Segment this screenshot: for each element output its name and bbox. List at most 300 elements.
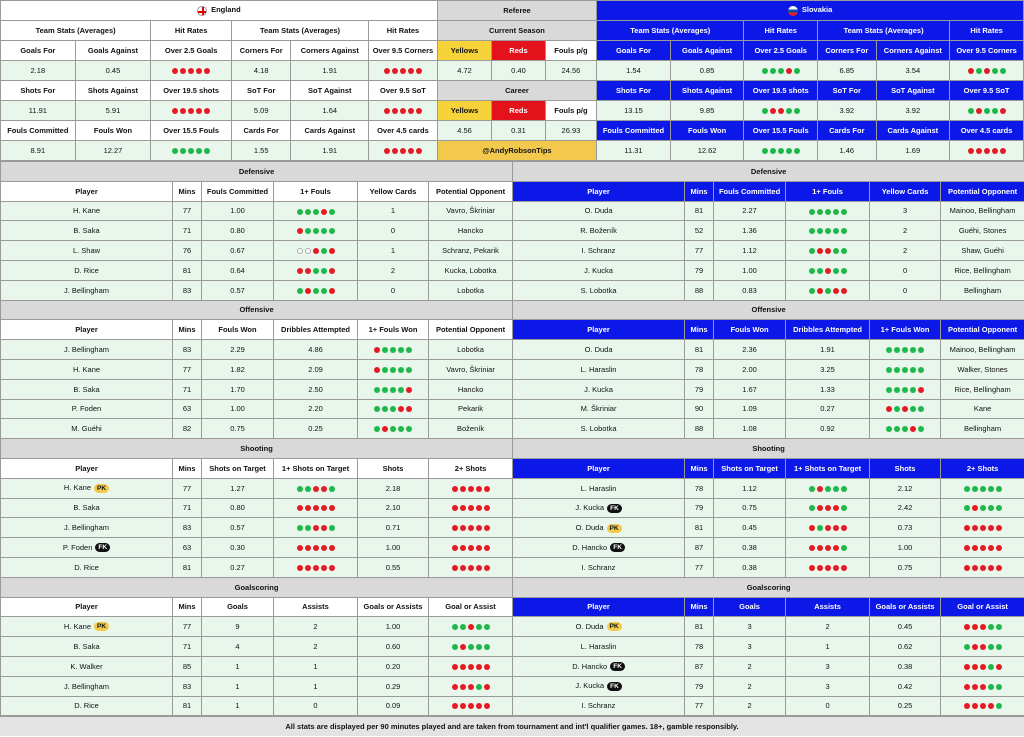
hit-dot (452, 703, 458, 709)
hit-dot (390, 367, 396, 373)
hit-dot (833, 228, 839, 234)
stat-value: Lobotka (429, 340, 513, 360)
stat-value: 81 (685, 340, 714, 360)
hit-rate-dots (809, 268, 847, 274)
pk-taker-badge: PK (607, 524, 622, 533)
hit-dot (778, 148, 784, 154)
section-title: Shooting (1, 439, 513, 459)
hit-dot (460, 505, 466, 511)
stat-value: 2.18 (358, 478, 429, 498)
player-cell (1, 676, 173, 696)
hit-dot (468, 624, 474, 630)
stat-value: 0.62 (870, 637, 941, 657)
hit-dot (794, 148, 800, 154)
column-header: 1+ Fouls (274, 181, 358, 201)
hit-rates-label: Hit Rates (744, 21, 818, 41)
column-header: 1+ Fouls (786, 181, 870, 201)
column-header: Potential Opponent (429, 181, 513, 201)
player-name: J. Kucka (575, 503, 604, 512)
player-name: B. Saka (73, 226, 99, 235)
column-header: Potential Opponent (941, 181, 1024, 201)
hit-rate-dots (384, 108, 422, 114)
stat-value: 9.85 (670, 101, 744, 121)
stat-value: 0.45 (75, 61, 151, 81)
player-name: D. Rice (74, 701, 99, 710)
hit-dot (980, 525, 986, 531)
hit-dot (809, 525, 815, 531)
player-name: P. Foden (63, 543, 92, 552)
hit-dot (468, 525, 474, 531)
hit-dot (817, 228, 823, 234)
hit-dot (382, 347, 388, 353)
hit-rate-cell (358, 359, 429, 379)
hit-rate-dots (964, 525, 1002, 531)
hit-dot (452, 684, 458, 690)
stat-value: 79 (685, 260, 714, 280)
hit-rate-cell (274, 260, 358, 280)
hit-dot (972, 684, 978, 690)
hit-dot (964, 624, 970, 630)
hit-dot (996, 545, 1002, 551)
hit-rate-cell (429, 617, 513, 637)
column-header: Goals (202, 597, 274, 617)
column-header: Goal or Assist (429, 597, 513, 617)
stat-value: 0.57 (202, 518, 274, 538)
hit-dot (910, 406, 916, 412)
hit-rate-cell (744, 141, 818, 161)
hit-dot (964, 684, 970, 690)
hit-dot (902, 367, 908, 373)
stat-value: 52 (685, 221, 714, 241)
hit-dot (984, 148, 990, 154)
stat-value: 81 (685, 617, 714, 637)
referee-value: 24.56 (545, 61, 596, 81)
hit-dot (964, 505, 970, 511)
player-row (1, 201, 1024, 221)
stat-value: 0.80 (202, 498, 274, 518)
hit-dot (484, 565, 490, 571)
hit-rates-label: Hit Rates (369, 21, 438, 41)
hit-rate-cell (358, 379, 429, 399)
hit-rate-dots (964, 565, 1002, 571)
player-cell (1, 221, 173, 241)
hit-dot (452, 486, 458, 492)
hit-dot (476, 624, 482, 630)
hit-dot (809, 268, 815, 274)
hit-dot (476, 486, 482, 492)
player-name: L. Haraslin (581, 365, 617, 374)
stat-value: 2.20 (274, 399, 358, 419)
column-header: Shots on Target (202, 458, 274, 478)
hit-dot (833, 248, 839, 254)
stat-value: 63 (173, 538, 202, 558)
player-row (1, 538, 1024, 558)
stat-value: 2 (714, 696, 786, 716)
stat-label: Corners Against (291, 41, 369, 61)
hit-dot (313, 228, 319, 234)
hit-dot (988, 525, 994, 531)
stat-value: 0 (274, 696, 358, 716)
hit-dot (321, 525, 327, 531)
hit-dot (886, 406, 892, 412)
hit-rate-cell (941, 478, 1024, 498)
stat-value: 3.54 (876, 61, 950, 81)
hit-dot (825, 228, 831, 234)
hit-dot (980, 486, 986, 492)
hit-rate-cell (358, 340, 429, 360)
stat-value: 0.27 (786, 399, 870, 419)
hit-dot (794, 108, 800, 114)
hit-dot (398, 426, 404, 432)
player-row (1, 280, 1024, 300)
stat-value: 0.25 (274, 419, 358, 439)
team-stats-label: Team Stats (Averages) (1, 21, 151, 41)
hit-dot (321, 248, 327, 254)
stat-value: 2.09 (274, 359, 358, 379)
hit-dot (841, 486, 847, 492)
stat-value: 1 (786, 637, 870, 657)
hit-dot (400, 108, 406, 114)
hit-rate-dots (964, 486, 1002, 492)
player-cell (1, 340, 173, 360)
stat-value: 2.18 (1, 61, 76, 81)
hit-dot (825, 209, 831, 215)
hit-rate-cell (274, 280, 358, 300)
stat-value: 2.12 (870, 478, 941, 498)
player-row (1, 359, 1024, 379)
referee-value: 26.93 (545, 121, 596, 141)
hit-rate-cell (941, 498, 1024, 518)
hit-dot (972, 703, 978, 709)
hit-rate-cell (429, 518, 513, 538)
hit-dot (321, 486, 327, 492)
hit-dot (406, 347, 412, 353)
hit-dot (476, 505, 482, 511)
hit-dot (996, 486, 1002, 492)
hit-rate-cell (941, 637, 1024, 657)
hit-rate-cell (786, 557, 870, 577)
player-cell (1, 617, 173, 637)
stat-label: Cards For (818, 121, 877, 141)
hit-dot (196, 68, 202, 74)
hit-rate-dots (809, 228, 847, 234)
summary-table (0, 0, 1024, 161)
stat-value: Hancko (429, 379, 513, 399)
hit-dot (468, 486, 474, 492)
stat-value: 83 (173, 518, 202, 538)
stat-value: 3 (786, 656, 870, 676)
hit-rate-dots (452, 565, 490, 571)
hit-dot (452, 545, 458, 551)
hit-dot (321, 268, 327, 274)
hit-rate-dots (297, 525, 335, 531)
hit-rate-cell (151, 101, 232, 121)
player-name: O. Duda (585, 345, 613, 354)
player-cell (513, 498, 685, 518)
hit-rate-dots (964, 644, 1002, 650)
hit-rate-dots (809, 486, 847, 492)
stat-value: 1.54 (597, 61, 671, 81)
player-name: O. Duda (576, 622, 604, 631)
stat-value: 0.38 (870, 656, 941, 676)
hit-rate-cell (429, 538, 513, 558)
hit-dot (809, 209, 815, 215)
hit-dot (382, 387, 388, 393)
hit-rate-dots (297, 248, 335, 254)
hit-dot (996, 684, 1002, 690)
stat-value: 0.27 (202, 557, 274, 577)
hit-dot (980, 624, 986, 630)
hit-dot (786, 148, 792, 154)
hit-dot (297, 545, 303, 551)
hit-dot (809, 545, 815, 551)
hit-dot (972, 545, 978, 551)
fk-taker-badge: FK (607, 682, 622, 691)
hit-rate-dots (172, 68, 210, 74)
hit-rate-dots (297, 545, 335, 551)
hit-dot (968, 68, 974, 74)
hit-rate-cell (786, 280, 870, 300)
hit-rate-dots (886, 406, 924, 412)
hit-dot (992, 108, 998, 114)
hit-dot (902, 426, 908, 432)
player-name: R. Boženík (580, 226, 617, 235)
stat-value: 0.75 (202, 419, 274, 439)
hit-rate-dots (297, 565, 335, 571)
player-name: P. Foden (72, 404, 101, 413)
stat-value: 3.92 (818, 101, 877, 121)
player-cell (513, 280, 685, 300)
hit-dot (305, 565, 311, 571)
hit-rate-dots (297, 486, 335, 492)
player-cell (1, 656, 173, 676)
pk-taker-badge: PK (94, 622, 109, 631)
stat-value: 1.36 (714, 221, 786, 241)
hit-dot (1000, 148, 1006, 154)
stat-value: 1.12 (714, 241, 786, 261)
hit-dot (484, 505, 490, 511)
hit-dot (476, 684, 482, 690)
player-name: O. Duda (585, 206, 613, 215)
stat-value: 0.71 (358, 518, 429, 538)
hit-rate-dots (297, 288, 335, 294)
hit-rate-cell (870, 379, 941, 399)
stat-label: Corners Against (876, 41, 950, 61)
stat-value: 1.00 (202, 399, 274, 419)
stat-value: 1 (202, 656, 274, 676)
hit-dot (988, 644, 994, 650)
hit-dot (305, 288, 311, 294)
stat-value: 13.15 (597, 101, 671, 121)
stat-value: Rice, Bellingham (941, 260, 1024, 280)
team-title-slovakia: Slovakia (597, 1, 1024, 21)
player-name: L. Haraslin (581, 484, 617, 493)
player-cell (513, 557, 685, 577)
hit-rate-dots (762, 148, 800, 154)
stat-value: Schranz, Pekarik (429, 241, 513, 261)
hit-dot (894, 367, 900, 373)
hit-rate-cell (941, 557, 1024, 577)
pk-taker-badge: PK (607, 622, 622, 631)
hit-rate-dots (297, 228, 335, 234)
column-header: Player (1, 181, 173, 201)
stat-value: 0.38 (714, 538, 786, 558)
hit-dot (972, 525, 978, 531)
stat-value: Kane (941, 399, 1024, 419)
player-name: D. Rice (74, 266, 99, 275)
column-header: 1+ Shots on Target (786, 458, 870, 478)
hit-dot (180, 148, 186, 154)
hit-dot (313, 505, 319, 511)
stat-value: 5.09 (231, 101, 291, 121)
hit-dot (416, 68, 422, 74)
stat-value: 82 (173, 419, 202, 439)
column-header: 1+ Shots on Target (274, 458, 358, 478)
column-header: Mins (173, 181, 202, 201)
player-cell (1, 538, 173, 558)
hit-rate-cell (429, 696, 513, 716)
hit-dot (817, 565, 823, 571)
column-header: Shots on Target (714, 458, 786, 478)
player-row (1, 696, 1024, 716)
hit-dot (902, 387, 908, 393)
stat-value: 0.30 (202, 538, 274, 558)
team-title-england: England (1, 1, 438, 21)
stat-value: 2.36 (714, 340, 786, 360)
column-header: Goals or Assists (358, 597, 429, 617)
hit-rate-dots (374, 387, 412, 393)
player-cell (513, 399, 685, 419)
hit-rate-dots (964, 624, 1002, 630)
hit-dot (984, 68, 990, 74)
hit-dot (321, 288, 327, 294)
stat-value: Mainoo, Bellingham (941, 340, 1024, 360)
stat-label: Goals For (597, 41, 671, 61)
referee-season-label: Current Season (437, 21, 596, 41)
hit-dot (980, 664, 986, 670)
stat-value: Shaw, Guéhi (941, 241, 1024, 261)
hit-dot (180, 108, 186, 114)
hit-dot (398, 406, 404, 412)
hit-rate-cell (786, 518, 870, 538)
hit-dot (196, 108, 202, 114)
player-name: S. Lobotka (581, 424, 617, 433)
hit-dot (313, 486, 319, 492)
hit-dot (313, 288, 319, 294)
referee-col-label: Fouls p/g (545, 101, 596, 121)
player-name: D. Hancko (572, 543, 607, 552)
player-cell (513, 201, 685, 221)
hit-rate-dots (968, 108, 1006, 114)
hit-dot (968, 148, 974, 154)
stat-value: 71 (173, 637, 202, 657)
hit-dot (329, 486, 335, 492)
stat-value: 2.27 (714, 201, 786, 221)
hit-dot (406, 367, 412, 373)
hit-rate-cell (950, 141, 1024, 161)
hit-dot (972, 505, 978, 511)
hit-rate-dots (297, 209, 335, 215)
stat-value: Vavro, Škriniar (429, 359, 513, 379)
hit-dot (468, 684, 474, 690)
section-title: Goalscoring (1, 577, 513, 597)
stat-value: 2.10 (358, 498, 429, 518)
hit-dot (452, 525, 458, 531)
hit-rates-label: Hit Rates (151, 21, 232, 41)
stat-label: Over 9.5 SoT (950, 81, 1024, 101)
hit-dot (825, 505, 831, 511)
hit-dot (972, 624, 978, 630)
hit-dot (992, 68, 998, 74)
stat-value: 4 (202, 637, 274, 657)
hit-rates-label: Hit Rates (950, 21, 1024, 41)
hit-dot (786, 108, 792, 114)
hit-rate-cell (941, 656, 1024, 676)
stat-value: 0 (870, 280, 941, 300)
hit-rate-cell (870, 359, 941, 379)
slovakia-flag-icon (788, 6, 798, 16)
team-stats-label: Team Stats (Averages) (597, 21, 744, 41)
hit-dot (390, 406, 396, 412)
stat-value: 11.91 (1, 101, 76, 121)
stat-label: Goals Against (75, 41, 151, 61)
stat-value: 2 (786, 617, 870, 637)
section-title: Defensive (513, 162, 1024, 182)
hit-rate-dots (384, 68, 422, 74)
hit-dot (817, 505, 823, 511)
player-cell (1, 419, 173, 439)
hit-rate-cell (744, 61, 818, 81)
referee-col-label: Reds (492, 41, 545, 61)
hit-dot (833, 288, 839, 294)
hit-dot (910, 387, 916, 393)
column-header: Dribbles Attempted (786, 320, 870, 340)
team-stats-label: Team Stats (Averages) (231, 21, 368, 41)
stat-value: 88 (685, 280, 714, 300)
stat-value: 0 (358, 280, 429, 300)
player-name: D. Hancko (572, 662, 607, 671)
stat-value: 0 (358, 221, 429, 241)
hit-dot (786, 68, 792, 74)
player-name: B. Saka (73, 385, 99, 394)
hit-rate-dots (964, 703, 1002, 709)
hit-dot (825, 486, 831, 492)
hit-dot (1000, 108, 1006, 114)
stat-value: 83 (173, 676, 202, 696)
hit-dot (460, 684, 466, 690)
hit-dot (390, 347, 396, 353)
hit-dot (841, 545, 847, 551)
hit-dot (321, 228, 327, 234)
hit-rate-cell (151, 61, 232, 81)
hit-dot (329, 268, 335, 274)
hit-dot (180, 68, 186, 74)
hit-rate-dots (762, 68, 800, 74)
player-cell (1, 518, 173, 538)
column-header: Player (513, 458, 685, 478)
stat-value: 63 (173, 399, 202, 419)
hit-rate-cell (941, 538, 1024, 558)
stat-value: Boženík (429, 419, 513, 439)
stat-value: 3 (870, 201, 941, 221)
player-cell (513, 617, 685, 637)
hit-dot (988, 486, 994, 492)
player-cell (1, 478, 173, 498)
hit-dot (297, 565, 303, 571)
player-name: J. Bellingham (64, 286, 109, 295)
column-header: Mins (173, 597, 202, 617)
hit-dot (400, 68, 406, 74)
